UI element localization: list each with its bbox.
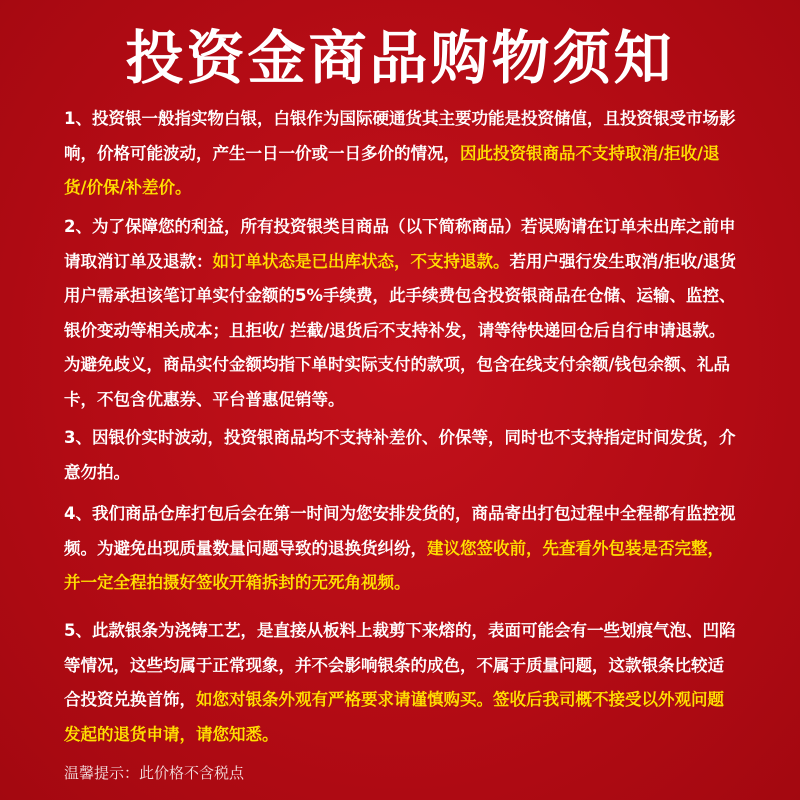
paragraph-5-highlight: 如您对银条外观有严格要求请谨慎购买。签收后我司概不接受以外观问题发起的退货申请，请您知悉。 bbox=[64, 690, 724, 744]
notice-paragraph-1 bbox=[64, 102, 740, 206]
paragraph-4-text: 4、我们商品仓库打包后会在第一时间为您安排发货的，商品寄出打包过程中全程都有监控视频。为避免出现质量数量问题导致的退换货纠纷， bbox=[64, 504, 736, 558]
paragraph-1-text: 1、投资银一般指实物白银，白银作为国际硬通货其主要功能是投资储值，且投资银受市场影响，价格可能波动，产生一日一价或一日多价的情况， bbox=[64, 109, 736, 163]
notice-paragraph-3 bbox=[64, 421, 740, 490]
paragraph-5-text: 5、此款银条为浇铸工艺，是直接从板料上裁剪下来熔的，表面可能会有一些划痕气泡、凹陷等情况，这些均属于正常现象，并不会影响银条的成色，不属于质量问题，这款银条比较适合投资兑换首饰， bbox=[64, 621, 736, 709]
notice-paragraph-2 bbox=[64, 210, 740, 417]
paragraph-2-text-tail: 若用户强行发生取消/拒收/退货用户需承担该笔订单实付金额的5%手续费，此手续费包含投资银商品在仓储、运输、监控、银价变动等相关成本；且拒收/ 拦截/退货后不支持补发，请等待快递回仓后自行申请退款。为避免歧义，商品实付金额均指下单时实际支付的款项，包含在线支付余额/钱包余额、礼品卡，不包含优惠券、平台普惠促销等。 bbox=[64, 251, 737, 409]
notice-paragraph-5 bbox=[64, 614, 740, 752]
paragraph-4-highlight: 建议您签收前，先查看外包装是否完整，并一定全程拍摄好签收开箱拆封的无死角视频。 bbox=[64, 538, 724, 592]
paragraph-2-text: 2、为了保障您的利益，所有投资银类目商品（以下简称商品）若误购请在订单未出库之前申请取消订单及退款： bbox=[64, 217, 736, 271]
paragraph-2-highlight: 如订单状态是已出库状态，不支持退款。 bbox=[212, 251, 510, 271]
paragraph-3-text: 3、因银价实时波动，投资银商品均不支持补差价、价保等，同时也不支持指定时间发货，介意勿拍。 bbox=[64, 428, 736, 482]
notice-paragraph-4 bbox=[64, 497, 740, 601]
paragraph-1-highlight: 因此投资银商品不支持取消/拒收/退货/价保/补差价。 bbox=[64, 143, 720, 197]
tax-tip: 温馨提示：此价格不含税点 bbox=[64, 764, 245, 782]
page-title: 投资金商品购物须知 bbox=[125, 24, 675, 92]
